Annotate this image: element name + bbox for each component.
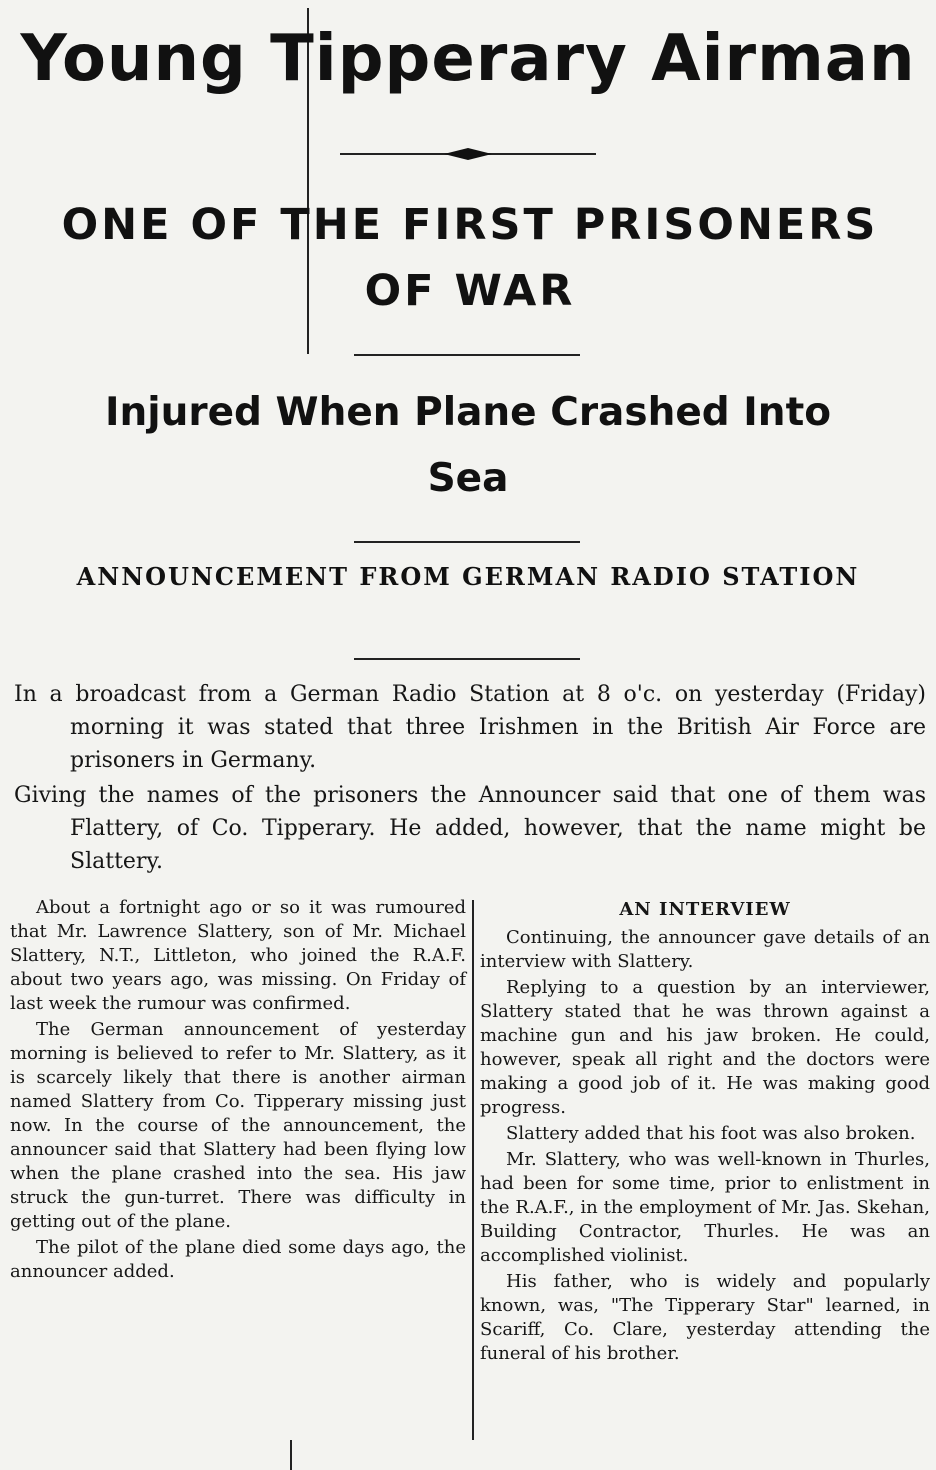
- divider-rule: [354, 541, 580, 543]
- right-column: [480, 896, 930, 1368]
- column-divider: [472, 900, 474, 1440]
- body-paragraph: Continuing, the announcer gave details of an interview with Slattery.: [480, 927, 930, 972]
- left-column: [10, 896, 466, 1286]
- headline: Young Tipperary Airman: [20, 22, 916, 96]
- lead-paragraph: In a broadcast from a German Radio Station at 8 o'c. on yesterday (Friday) morning it was stated that three Irishmen in the British Air Force are prisoners in Germany.: [14, 682, 926, 773]
- subheadline: ONE OF THE FIRST PRISONERS OF WAR: [61, 200, 879, 316]
- body-paragraph: The German announcement of yesterday morning is believed to refer to Mr. Slattery, as it is scarcely likely that there is another airman named Slattery from Co. Tipperary missing just now. In the course of the announcement, the announcer said that Slattery had been flying low when the plane crashed into the sea. His jaw struck the gun-turret. There was difficulty in getting out of the plane.: [10, 1019, 466, 1232]
- body-paragraph: His father, who is widely and popularly known, was, "The Tipperary Star" learned, in Scariff, Co. Clare, yesterday attending the funeral of his brother.: [480, 1271, 930, 1364]
- column-rule-bottom: [290, 1440, 292, 1470]
- diamond-ornament-rule: [340, 146, 596, 162]
- body-paragraph: Replying to a question by an interviewer, Slattery stated that he was thrown against a machine gun and his jaw broken. He could, however, speak all right and the doctors were making a good job of it. He was making good progress.: [480, 977, 930, 1118]
- body-paragraph: The pilot of the plane died some days ago, the announcer added.: [10, 1237, 466, 1282]
- interview-subhead: AN INTERVIEW: [619, 899, 791, 920]
- kicker-headline: ANNOUNCEMENT FROM GERMAN RADIO STATION: [76, 562, 860, 591]
- divider-rule: [354, 658, 580, 660]
- divider-rule: [354, 354, 580, 356]
- lead-section: [14, 678, 926, 880]
- lead-paragraph: Giving the names of the prisoners the Announcer said that one of them was Flattery, of Co. Tipperary. He added, however, that the name might be Slattery.: [14, 783, 926, 874]
- body-paragraph: About a fortnight ago or so it was rumoured that Mr. Lawrence Slattery, son of Mr. Michael Slattery, N.T., Littleton, who joined the R.A.F. about two years ago, was missing. On Friday of last week the rumour was confirmed.: [10, 897, 466, 1014]
- body-paragraph: Slattery added that his foot was also broken.: [506, 1123, 916, 1144]
- body-paragraph: Mr. Slattery, who was well-known in Thurles, had been for some time, prior to enlistment in the R.A.F., in the employment of Mr. Jas. Skehan, Building Contractor, Thurles. He was an accomplished violinist.: [480, 1149, 930, 1266]
- deck-headline: Injured When Plane Crashed Into Sea: [104, 390, 832, 501]
